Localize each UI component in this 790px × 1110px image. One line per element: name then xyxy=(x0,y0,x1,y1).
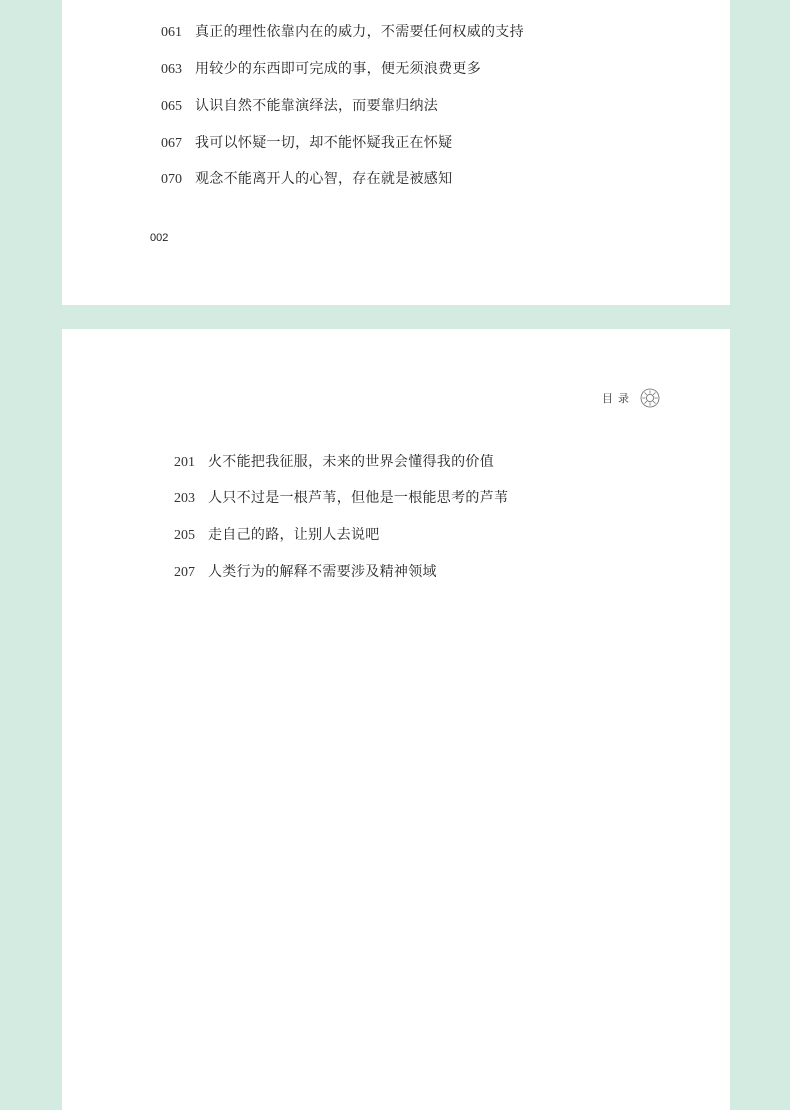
toc-entry[interactable] xyxy=(174,525,380,546)
toc-entry-number: 067 xyxy=(161,136,182,151)
toc-entry-title: 用较少的东西即可完成的事，便无须浪费更多 xyxy=(195,61,481,77)
toc-entry[interactable] xyxy=(161,22,524,43)
toc-entry-title: 认识自然不能靠演绎法，而要靠归纳法 xyxy=(195,98,439,114)
toc-entry-number: 201 xyxy=(174,455,195,470)
toc-entry-number: 207 xyxy=(174,565,195,580)
toc-entry[interactable] xyxy=(161,59,481,80)
toc-entry-number: 063 xyxy=(161,62,182,77)
toc-entry[interactable] xyxy=(174,562,437,583)
toc-entry-number: 070 xyxy=(161,172,182,187)
sun-ornament-icon xyxy=(640,388,660,408)
cropped-previous-entry xyxy=(161,0,455,5)
toc-entry[interactable] xyxy=(174,488,508,509)
toc-entry-title: 真正的理性依靠内在的威力，不需要任何权威的支持 xyxy=(195,24,524,40)
page-top xyxy=(62,0,730,305)
toc-entry[interactable] xyxy=(161,169,452,190)
toc-entry-title: 人类行为的解释不需要涉及精神领域 xyxy=(208,564,437,580)
toc-entry-number: 061 xyxy=(161,25,182,40)
toc-entry-title: 人只不过是一根芦苇，但他是一根能思考的芦苇 xyxy=(208,490,509,506)
toc-entry-title: 走自己的路，让别人去说吧 xyxy=(208,527,380,543)
toc-entry-number: 203 xyxy=(174,491,195,506)
toc-entry-number: 205 xyxy=(174,528,195,543)
toc-entry-title: 我可以怀疑一切，却不能怀疑我正在怀疑 xyxy=(195,135,453,151)
toc-entry-title: 观念不能离开人的心智，存在就是被感知 xyxy=(195,171,453,187)
toc-entry-number: 065 xyxy=(161,99,182,114)
page-bottom xyxy=(62,329,730,1110)
running-head xyxy=(602,388,660,408)
toc-entry[interactable] xyxy=(161,96,438,117)
toc-entry[interactable] xyxy=(161,133,452,154)
toc-entry[interactable] xyxy=(174,452,494,473)
toc-entry-title: 火不能把我征服，未来的世界会懂得我的价值 xyxy=(208,454,494,470)
running-head-label: 目录 xyxy=(602,392,634,405)
page-number: 002 xyxy=(150,232,169,244)
